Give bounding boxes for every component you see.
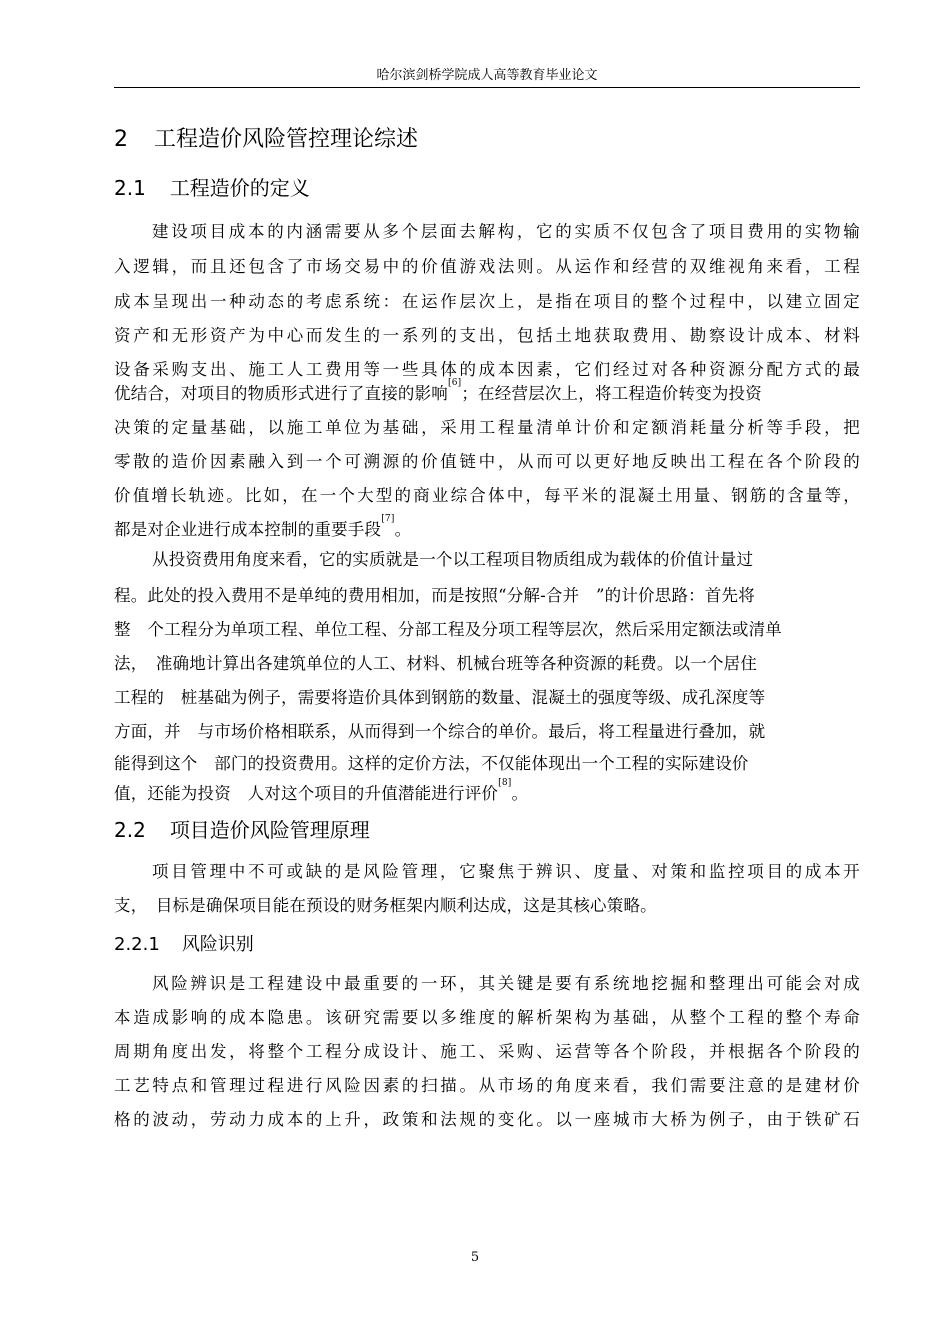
running-header: 哈尔滨剑桥学院成人高等教育毕业论文 xyxy=(376,68,598,83)
header-divider xyxy=(114,87,860,88)
page-number: 5 xyxy=(470,1250,480,1265)
subsection-number: 2.2.1 xyxy=(114,934,160,955)
text-run: 。 xyxy=(511,784,529,803)
citation-ref: [8] xyxy=(498,778,512,788)
section-heading-2-1 xyxy=(114,172,310,201)
paragraph-line: 周期角度出发，将整个工程分成设计、施工、采购、运营等各个阶段，并根据各个阶段的 xyxy=(114,1042,860,1061)
paragraph-line: 整 个工程分为单项工程、单位工程、分部工程及分项工程等层次，然后采用定额法或清单 xyxy=(114,620,782,639)
paragraph-line xyxy=(114,380,860,404)
text-run: 都是对企业进行成本控制的重要手段 xyxy=(114,520,382,539)
text-run: ；在经营层次上，将工程造价转变为投资 xyxy=(461,384,762,403)
chapter-number: 2 xyxy=(114,127,128,152)
paragraph-line xyxy=(114,516,860,540)
paragraph-line: 从投资费用角度来看，它的实质就是一个以工程项目物质组成为载体的价值计量过 xyxy=(152,550,754,569)
paragraph-line: 项目管理中不可或缺的是风险管理，它聚焦于辨识、度量、对策和监控项目的成本开 xyxy=(152,862,860,881)
paragraph-line: 零散的造价因素融入到一个可溯源的价值链中，从而可以更好地反映出工程在各个阶段的 xyxy=(114,452,860,471)
subsection-title: 风险识别 xyxy=(181,934,254,955)
chapter-title: 工程造价风险管控理论综述 xyxy=(154,127,419,152)
paragraph-line: 工程的 桩基础为例子，需要将造价具体到钢筋的数量、混凝土的强度等级、成孔深度等 xyxy=(114,688,766,707)
section-title: 工程造价的定义 xyxy=(169,176,310,200)
paragraph-line: 程。此处的投入费用不是单纯的费用相加，而是按照“分解-合并 ”的计价思路：首先将 xyxy=(114,586,755,605)
text-run: 。 xyxy=(394,520,412,539)
paragraph-line: 风险辨识是工程建设中最重要的一环，其关键是要有系统地挖掘和整理出可能会对成 xyxy=(152,974,860,993)
paragraph-line: 决策的定量基础，以施工单位为基础，采用工程量清单计价和定额消耗量分析等手段，把 xyxy=(114,418,860,437)
section-number: 2.2 xyxy=(114,818,146,842)
text-run: 值，还能为投资 人对这个项目的升值潜能进行评价 xyxy=(114,784,499,803)
paragraph-line: 资产和无形资产为中心而发生的一系列的支出，包括土地获取费用、勘察设计成本、材料 xyxy=(114,326,860,345)
section-heading-2-2 xyxy=(114,814,370,843)
paragraph-line: 能得到这个 部门的投资费用。这样的定价方法，不仅能体现出一个工程的实际建设价 xyxy=(114,754,749,773)
paragraph-line: 方面，并 与市场价格相联系，从而得到一个综合的单价。最后，将工程量进行叠加，就 xyxy=(114,722,766,741)
citation-ref: [6] xyxy=(448,378,462,388)
chapter-heading xyxy=(114,122,418,153)
paragraph-line: 格的波动，劳动力成本的上升，政策和法规的变化。以一座城市大桥为例子，由于铁矿石 xyxy=(114,1110,860,1129)
section-number: 2.1 xyxy=(114,176,146,200)
paragraph-line: 工艺特点和管理过程进行风险因素的扫描。从市场的角度来看，我们需要注意的是建材价 xyxy=(114,1076,860,1095)
paragraph-line: 设备采购支出、施工人工费用等一些具体的成本因素，它们经过对各种资源分配方式的最 xyxy=(114,360,860,379)
section-title: 项目造价风险管理原理 xyxy=(169,818,370,842)
paragraph-line: 本造成影响的成本隐患。该研究需要以多维度的解析架构为基础，从整个工程的整个寿命 xyxy=(114,1008,860,1027)
paragraph-line: 建设项目成本的内涵需要从多个层面去解构，它的实质不仅包含了项目费用的实物输 xyxy=(152,222,860,241)
paragraph-line: 价值增长轨迹。比如，在一个大型的商业综合体中，每平米的混凝土用量、钢筋的含量等， xyxy=(114,486,860,505)
paragraph-line: 法， 准确地计算出各建筑单位的人工、材料、机械台班等各种资源的耗费。以一个居住 xyxy=(114,654,758,673)
paragraph-line: 支， 目标是确保项目能在预设的财务框架内顺利达成，这是其核心策略。 xyxy=(114,896,657,915)
citation-ref: [7] xyxy=(381,514,395,524)
paragraph-line: 入逻辑，而且还包含了市场交易中的价值游戏法则。从运作和经营的双维视角来看，工程 xyxy=(114,257,860,276)
subsection-heading-2-2-1 xyxy=(114,930,254,956)
text-run: 优结合，对项目的物质形式进行了直接的影响 xyxy=(114,384,448,403)
paragraph-line xyxy=(114,780,860,804)
paragraph-line: 成本呈现出一种动态的考虑系统：在运作层次上，是指在项目的整个过程中，以建立固定 xyxy=(114,292,860,311)
